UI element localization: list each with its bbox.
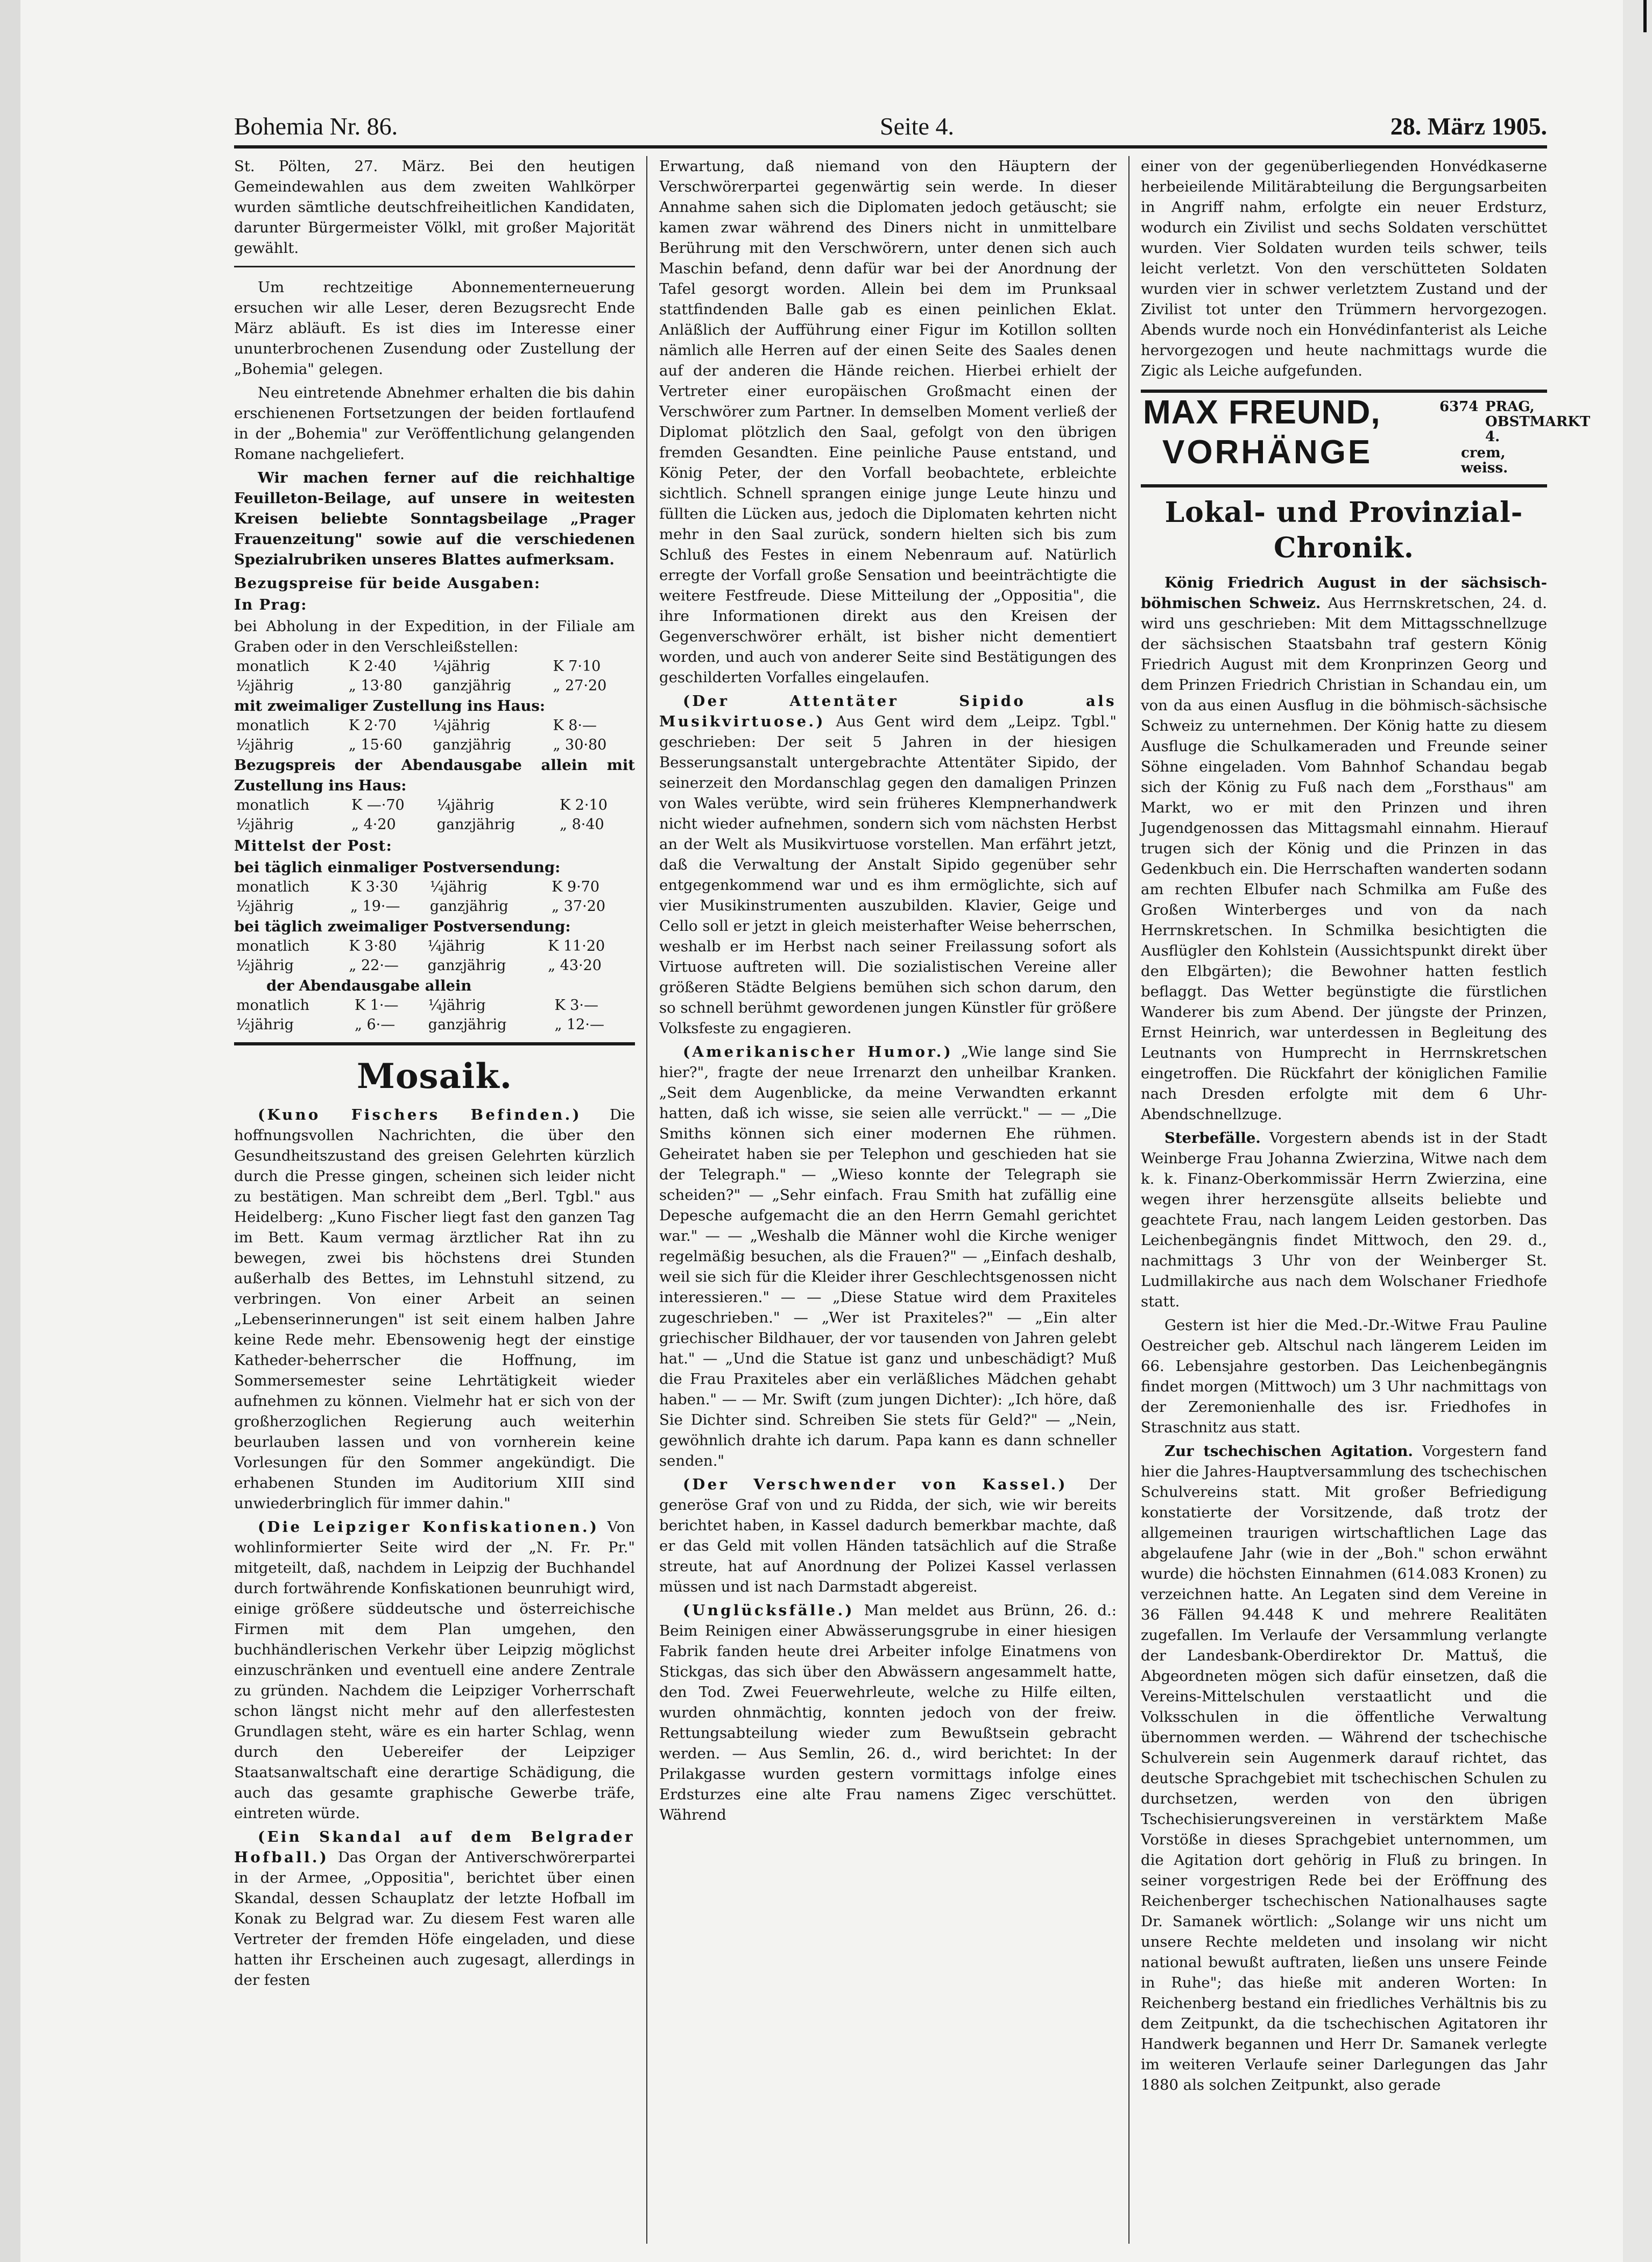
ad-number: 6374 (1439, 399, 1479, 415)
table-row (234, 657, 635, 676)
price-cell: „ 13·80 (348, 677, 403, 694)
mosaik-item (659, 1600, 1117, 1825)
item-body: Aus Herrnskretschen, 24. d. wird uns geschrieben: Mit dem Mittagsschnellzuge der sächsischen Staatsbahn traf gestern König Friedrich August mit dem Kronprinzen Georg und dem Prinzen Friedrich Christian in Schandau ein, um von da aus einen Ausflug in die böhmisch-sächsische Schweiz zu unternehmen. Der König hatte zu diesem Ausfluge die Schulkameraden und Freunde seiner Söhne eingeladen. Vom Bahnhof Schandau begab sich der König zu Fuß nach dem „Forsthaus" am Markt, wo er mit den Prinzen und ihren Jugendgenossen das Mittagsmahl einnahm. Hierauf trugen sich der König und die Prinzen in das Gedenkbuch ein. Die Herrschaften wanderten sodann am rechten Elbufer nach Schmilka am Fuße des Großen Winterberges und von da nach Herrnskretschen. In Schmilka besichtigten die Ausflügler den Kohlstein (Aussichtspunkt direkt über den Elbgärten); die Bewohner hatten festlich beflaggt. Das Wetter begünstigte die fürstlichen Wanderer bis zum Abend. Der jüngste der Prinzen, Ernst Heinrich, war unterdessen in Begleitung des Leutnants von Humprecht in Herrnskretschen eingetroffen. Die Rückfahrt der königlichen Familie nach Dresden erfolgte mit dem 6 Uhr-Abendschnellzuge. (1141, 595, 1547, 1123)
prices-table-a (234, 657, 635, 696)
price-cell: ¼jährig (427, 938, 485, 955)
mosaik-item (659, 1474, 1117, 1597)
mosaik-item (234, 1517, 635, 1823)
item-heading: (Ein Skandal auf dem Belgrader Hofball.) (234, 1828, 635, 1866)
prices-table-f (234, 996, 635, 1035)
item-body: Von wohlinformierter Seite wird der „N. Fr. Pr." mitgeteilt, daß, nachdem in Leipzig der Buchhandel durch fortwährende Konfiskationen beunruhigt wird, einige größere süddeutsche und österreichische Firmen mit dem Plan umgehen, den buchhändlerischen Verkehr über Leipzig möglichst einzuschränken und eventuell eine andere Zentrale zu gründen. Nachdem die Leipziger Vorherrschaft schon längst nicht mehr auf den allerfestesten Grundlagen steht, wäre es ein harter Schlag, wenn durch den Uebereifer der Leipziger Staatsanwaltschaft eine derartige Schädigung, die auch das gesamte graphische Gewerbe träfe, eintreten würde. (234, 1518, 635, 1822)
table-row (234, 736, 635, 755)
ad-company-name: MAX FREUND, (1143, 394, 1381, 431)
masthead-issue: Bohemia Nr. 86. (234, 112, 398, 140)
table-row (234, 956, 635, 976)
price-cell: ½jährig (236, 816, 294, 833)
price-cell: ¼jährig (428, 997, 486, 1014)
column-rule-2 (1128, 156, 1129, 2244)
prices-abend-allein-label: der Abendausgabe allein (266, 977, 472, 994)
chronik-item: Gestern ist hier die Med.-Dr.-Witwe Frau Pauline Oestreicher geb. Altschul nach längerem Leiden im 66. Lebensjahre gestorben. Das Leichenbegängnis findet morgen (Mittwoch) um 3 Uhr nachmittags von der Zeremonienhalle des isr. Friedhofes in Straschnitz aus statt. (1141, 1317, 1547, 1436)
subscription-notice: Um rechtzeitige Abonnementerneuerung ersuchen wir alle Leser, deren Bezugsrecht Ende März abläuft. Es ist dies im Interesse einer ununterbrochenen Zusendung oder Zustellung der „Bohemia" gelegen. (234, 279, 635, 378)
item-heading: (Kuno Fischers Befinden.) (258, 1106, 582, 1123)
price-cell: „ 37·20 (552, 898, 606, 915)
masthead (234, 108, 1547, 149)
item-heading: (Unglücksfälle.) (683, 1602, 855, 1619)
item-heading: (Der Verschwender von Kassel.) (683, 1476, 1068, 1493)
price-cell: ½jährig (236, 737, 294, 753)
table-row (234, 796, 635, 815)
item-heading: (Amerikanischer Humor.) (683, 1043, 954, 1061)
column-1 (234, 156, 635, 2244)
price-cell: „ 15·60 (348, 737, 403, 753)
price-cell: ½jährig (236, 677, 294, 694)
mosaik-item (659, 691, 1117, 1038)
price-cell: K 8·— (553, 717, 597, 734)
table-row (234, 1015, 635, 1035)
prices-table-c (234, 796, 635, 835)
prices-post-heading: Mittelst der Post: (234, 837, 393, 854)
page-edge-left (0, 0, 20, 2262)
divider (234, 1042, 635, 1045)
prices-expedition-label: bei Abholung in der Expedition, in der Filiale am Graben oder in den Verschleißstellen: (234, 618, 635, 655)
prices-table-d (234, 878, 635, 916)
chronik-item (1141, 572, 1547, 1125)
price-cell: ganzjährig (428, 1016, 507, 1033)
semlin-continuation: einer von der gegenüberliegenden Honvédkaserne herbeieilende Militärabteilung die Bergungsarbeiten in Angriff nahm, erfolgte ein neuer Erdsturz, wodurch ein Zivilist und sechs Soldaten verschüttet wurden. Vier Soldaten wurden teils schwer, teils leicht verletzt. Von den verschütteten Soldaten wurden vier in schwer verletztem Zustand und der Zivilist tot unter den Trümmern hervorgezogen. Abends wurde noch ein Honvédinfanterist als Leiche hervorgezogen und heute nachmittags wurde die Zigic als Leiche aufgefunden. (1141, 158, 1547, 379)
price-cell: K 2·40 (348, 658, 397, 675)
price-cell: „ 6·— (354, 1016, 396, 1033)
item-body: „Wie lange sind Sie hier?", fragte der neue Irrenarzt den unheilbar Kranken. „Seit dem Augenblicke, da meine Verwandten erkannt hatten, daß ich wisse, sie seien alle verrückt." — — „Die Smiths können sich einer modernen Ehe rühmen. Geheiratet haben sie per Telephon und geschieden hat sie der Telegraph." — „Wieso konnte der Telegraph sie scheiden?" — „Sehr einfach. Frau Smith hat zufällig eine Depesche aufgemacht die an den Herrn Gemahl gerichtet war." — — „Weshalb die Männer wohl die Kirche weniger regelmäßig besuchen, als die Frauen?" — „Einfach deshalb, weil sie sich für die Kleider ihrer Geschlechtsgenossen nicht interessieren." — — „Diese Statue wird dem Praxiteles zugeschrieben." — „Wer ist Praxiteles?" — „Ein alter griechischer Bildhauer, der vor tausenden von Jahren gelebt hat." — „Und die Statue ist ganz und unbeschädigt? Muß die Frau Praxiteles aber ein verläßliches Mädchen gehabt haben." — — Mr. Swift (zum jungen Dichter): „Ich höre, daß Sie Dichter sind. Schreiben Sie stets für Geld?" — „Nein, gewöhnlich drahte ich darum. Papa kann es dann schneller senden." (659, 1043, 1117, 1469)
price-cell: K 2·10 (560, 797, 608, 814)
item-body: Vorgestern abends ist in der Stadt Weinberge Frau Johanna Zwierzina, Witwe nach dem k. k. Finanz-Oberkommissär Herrn Zwierzina, eine wegen ihrer herzensgüte allseits beliebte und geachtete Frau, nach langem Leiden gestorben. Das Leichenbegängnis findet Mittwoch, den 29. d., nachmittags 3 Uhr von der Weinberger St. Ludmillakirche aus nach dem Wolschaner Friedhofe statt. (1141, 1129, 1547, 1310)
prices-table-b (234, 716, 635, 755)
item-body: Vorgestern fand hier die Jahres-Hauptversammlung des tschechischen Schulvereins statt. Mit großer Befriedigung konstatierte der Vorsitzende, daß trotz der allgemeinen traurigen wirtschaftlichen Lage das abgelaufene Jahr (wie in der „Boh." schon erwähnt wurde) die höchsten Einnahmen (614.083 Kronen) zu verzeichnen hatte. An Legaten sind dem Vereine in 36 Fällen 94.448 K und mehrere Realitäten zugefallen. Im Verlaufe der Versammlung verlangte der Landesbank-Oberdirektor Dr. Mattuš, die Abgeordneten mögen sich dafür einsetzen, daß die Vereins-Mittelschulen verstaatlicht und die Volksschulen in die öffentliche Verwaltung übernommen werden. — Während der tschechische Schulverein sein Augenmerk darauf richtet, das deutsche Sprachgebiet mit tschechischen Schulen zu durchsetzen, werden von den übrigen Tschechisierungsvereinen in verstärktem Maße Vorstöße in dieses Sprachgebiet unternommen, um die Agitation dort gehörig in Fluß zu bringen. In seiner vorgestrigen Rede bei der Eröffnung des Reichenberger tschechischen Nationalhauses sagte Dr. Samanek wörtlich: „Solange wir uns nicht um unsere Rechte meldeten und insolang wir nicht national bewußt auftraten, ließen uns unsere Feinde in Ruhe"; das hieße mit anderen Worten: In Reichenberg bestand ein friedliches Verhältnis bis zu dem Zeitpunkt, da die tschechischen Agitatoren ihr Handwerk begannen und Herr Dr. Samanek verlegte im weiteren Verlaufe seiner Darlegungen das Jahr 1880 als solchen Zeitpunkt, also gerade (1141, 1443, 1547, 2094)
price-cell: monatlich (236, 658, 309, 675)
item-heading: (Der Attentäter Sipido als Musikvirtuose.) (659, 692, 1117, 730)
price-cell: ganzjährig (429, 898, 509, 915)
price-cell: monatlich (236, 879, 309, 895)
belgrad-continuation: Erwartung, daß niemand von den Häuptern der Verschwörerpartei gegenwärtig sein werde. In dieser Annahme sahen sich die Diplomaten jedoch getäuscht; sie kamen zwar während des Diners nicht in unmittelbare Berührung mit den Verschwörern, unter denen sich auch Maschin befand, denn dafür war bei der Anordnung der Tafel gesorgt worden. Allein bei dem im Prunksaal stattfindenden Balle gab es einen peinlichen Eklat. Anläßlich der Aufführung einer Figur im Kotillon sollten nämlich alle Herren auf der einen Seite des Saales denen auf der anderen die Hände reichen. Hierbei erhielt der Vertreter einer europäischen Großmacht einen der Verschwörer zum Partner. In demselben Moment verließ der Diplomat plötzlich den Saal, gefolgt von den übrigen fremden Gesandten. Eine peinliche Pause entstand, und König Peter, der den Vorfall beobachtete, erbleichte sichtlich. Schnell sprangen einige junge Leute hinzu und füllten die Lücken aus, jedoch die Diplomaten kehrten nicht mehr in den Saal zurück, sondern hielten sich bis zum Schluß des Festes in einem Nebenraum auf. Natürlich erregte der Vorfall große Sensation und beeinträchtigte die weitere Festfreude. Diese Mitteilung der „Oppositia", die ihre Informationen direkt aus den Kreisen der Gegenverschwörer erhält, ist bisher nicht dementiert worden, und auch von anderer Seite sind Bestätigungen des geschilderten Vorfalles eingelaufen. (659, 158, 1117, 686)
divider (234, 266, 635, 267)
price-cell: ¼jährig (436, 797, 495, 814)
ad-product: VORHÄNGE (1162, 434, 1373, 471)
price-cell: „ 4·20 (351, 816, 396, 833)
price-cell: K —·70 (351, 797, 405, 814)
price-cell: K 3·80 (349, 938, 397, 955)
price-cell: K 11·20 (548, 938, 605, 955)
price-cell: „ 8·40 (560, 816, 604, 833)
price-cell: ganzjährig (433, 677, 512, 694)
table-row (234, 716, 635, 736)
price-cell: monatlich (236, 797, 309, 814)
price-cell: „ 19·— (350, 898, 400, 915)
price-cell: K 1·— (354, 997, 399, 1014)
price-cell: monatlich (236, 938, 309, 955)
item-heading: Sterbefälle. (1164, 1129, 1261, 1147)
price-cell: ¼jährig (433, 717, 491, 734)
column-3 (1141, 156, 1591, 2244)
table-row (234, 815, 635, 835)
item-body: Das Organ der Antiverschwörerpartei in der Armee, „Oppositia", berichtet über einen Skandal, dessen Schauplatz der letzte Hofball im Konak zu Belgrad war. Zu diesem Fest waren alle Vertreter der fremden Höfe eingeladen, und diese hatten ihr Erscheinen auch zugesagt, allerdings in der festen (234, 1849, 635, 1989)
masthead-page-number: Seite 4. (880, 112, 954, 140)
prices-abend-label: Bezugspreis der Abendausgabe allein mit Zustellung ins Haus: (234, 757, 635, 794)
price-cell: monatlich (236, 997, 309, 1014)
mosaik-item (234, 1827, 635, 1990)
price-cell: ¼jährig (429, 879, 488, 895)
mosaik-item (659, 1042, 1117, 1471)
ad-product-detail: crem, weiss. (1461, 445, 1508, 476)
price-cell: ganzjährig (427, 957, 506, 974)
ad-address: PRAG, OBSTMARKT 4. (1485, 399, 1591, 445)
price-cell: ½jährig (236, 1016, 294, 1033)
prices-title: Bezugspreise für beide Ausgaben: (234, 575, 541, 592)
price-cell: ganzjährig (433, 737, 512, 753)
chronik-heading: Lokal- und Provinzial-Chronik. (1164, 496, 1523, 564)
price-cell: ½jährig (236, 957, 294, 974)
price-cell: „ 27·20 (553, 677, 607, 694)
item-body: Man meldet aus Brünn, 26. d.: Beim Reinigen einer Abwässerungsgrube in einer hiesigen Fabrik fanden heute drei Arbeiter infolge Einatmens von Stickgas, das sich über den Abwässern angesammelt hatte, den Tod. Zwei Feuerwehrleute, welche zu Hilfe eilten, wurden ohnmächtig, konnten jedoch von der freiw. Rettungsabteilung wieder zum Bewußtsein gebracht werden. — Aus Semlin, 26. d., wird berichtet: In der Prilakgasse wurden gestern vormittags infolge eines Erdsturzes eine alte Frau namens Zigec verschüttet. Während (659, 1602, 1117, 1823)
masthead-date: 28. März 1905. (1390, 112, 1547, 140)
page-edge-right (1623, 0, 1652, 2262)
price-cell: ganzjährig (436, 816, 516, 833)
prices-table-e (234, 937, 635, 976)
price-cell: „ 30·80 (553, 737, 607, 753)
table-row (234, 897, 635, 916)
item-body: Der generöse Graf von und zu Ridda, der sich, wie wir bereits berichtet haben, in Kassel dadurch bemerkbar machte, daß er das Geld mit vollen Händen tatsächlich auf die Straße streute, hat auf Anordnung der Polizei Kassel verlassen müssen und ist nach Darmstadt abgereist. (659, 1476, 1117, 1595)
prices-zweimalig-haus-label: mit zweimaliger Zustellung ins Haus: (234, 697, 546, 715)
item-heading: Zur tschechischen Agitation. (1164, 1443, 1414, 1460)
advertisement-max-freund (1141, 390, 1591, 487)
price-cell: „ 12·— (554, 1016, 604, 1033)
price-cell: ½jährig (236, 898, 294, 915)
mosaik-heading: Mosaik. (357, 1056, 512, 1097)
price-cell: K 9·70 (552, 879, 600, 895)
item-body: Aus Gent wird dem „Leipz. Tgbl." geschrieben: Der seit 5 Jahren in der hiesigen Besserungsanstalt untergebrachte Attentäter Sipido, der seinerzeit den Mordanschlag gegen den damaligen Prinzen von Wales verübte, wird sein früheres Klempnerhandwerk nicht wieder aufnehmen, sondern sich vom nächsten Herbst an der Welt als Musikvirtuose vorstellen. Man erfährt jetzt, daß die Verwaltung der Anstalt Sipido gegenüber sehr entgegenkommend war und es ihm ermöglichte, sich auf vier Musikinstrumenten auszubilden. Klavier, Geige und Cello soll er jetzt in gleich meisterhafter Weise beherrschen, weshalb er im Herbst nach seiner Freilassung sofort als Virtuose auftreten will. Die sozialistischen Vereine aller größeren Städte Belgiens bemühen sich schon darum, den so schnell berühmt gewordenen jungen Künstler für größere Volksfeste zu engagieren. (659, 713, 1117, 1037)
price-cell: K 3·— (554, 997, 598, 1014)
chronik-item (1141, 1128, 1547, 1312)
column-rule-1 (646, 156, 647, 2244)
price-cell: „ 22·— (349, 957, 399, 974)
prices-zweimalig-post-label: bei täglich zweimaliger Postversendung: (234, 918, 571, 935)
prices-prag-heading: In Prag: (234, 596, 307, 613)
table-row (234, 878, 635, 897)
prices-einmalig-label: bei täglich einmaliger Postversendung: (234, 859, 561, 876)
price-cell: K 2·70 (348, 717, 397, 734)
item-heading: (Die Leipziger Konfiskationen.) (258, 1518, 599, 1536)
column-2 (659, 156, 1117, 2244)
item-heading: König Friedrich August in der sächsisch-böhmischen Schweiz. (1141, 574, 1547, 612)
new-subscribers-notice: Neu eintretende Abnehmer erhalten die bis dahin erschienenen Fortsetzungen der beiden fortlaufend in der „Bohemia" zur Veröffentlichung gelangenden Romane nachgeliefert. (234, 384, 635, 463)
supplements-notice: Wir machen ferner auf die reichhaltige Feuilleton-Beilage, auf unsere in weitesten Kreisen beliebte Sonntagsbeilage „Prager Frauenzeitung" sowie auf die verschiedenen Spezialrubriken unseres Blattes aufmerksam. (234, 469, 635, 568)
price-cell: K 3·30 (350, 879, 398, 895)
st-poelten-article: St. Pölten, 27. März. Bei den heutigen Gemeindewahlen aus dem zweiten Wahlkörper wurden sämtliche deutschfreiheitlichen Kandidaten, darunter Bürgermeister Völkl, mit großer Majorität gewählt. (234, 158, 635, 257)
price-cell: „ 43·20 (548, 957, 602, 974)
item-body: Die hoffnungsvollen Nachrichten, die über den Gesundheitszustand des greisen Gelehrten kürzlich durch die Presse gingen, scheinen sich leider nicht zu bestätigen. Man schreibt dem „Berl. Tgbl." aus Heidelberg: „Kuno Fischer liegt fast den ganzen Tag im Bett. Kaum vermag ärztlicher Rat ihn zu bewegen, zwei bis höchstens drei Stunden außerhalb des Bettes, im Lehnstuhl sitzend, zu verbringen. Von einer Arbeit an seinen „Lebenserinnerungen" ist seit einem halben Jahre keine Rede mehr. Ebensowenig hegt der einstige Katheder-beherrscher die Hoffnung, im Sommersemester seine Lehrtätigkeit wieder aufnehmen zu können. Vielmehr hat er sich von der großherzoglichen Regierung auch weiterhin beurlauben lassen und von vornherein keine Vorlesungen für den Sommer angekündigt. Die erhabenen Stunden im Auditorium XIII sind unwiederbringlich für immer dahin." (234, 1106, 635, 1512)
chronik-item (1141, 1441, 1547, 2095)
table-row (234, 937, 635, 956)
price-cell: monatlich (236, 717, 309, 734)
table-row (234, 996, 635, 1015)
mosaik-item (234, 1105, 635, 1514)
price-cell: K 7·10 (553, 658, 601, 675)
price-cell: ¼jährig (433, 658, 491, 675)
table-row (234, 676, 635, 696)
